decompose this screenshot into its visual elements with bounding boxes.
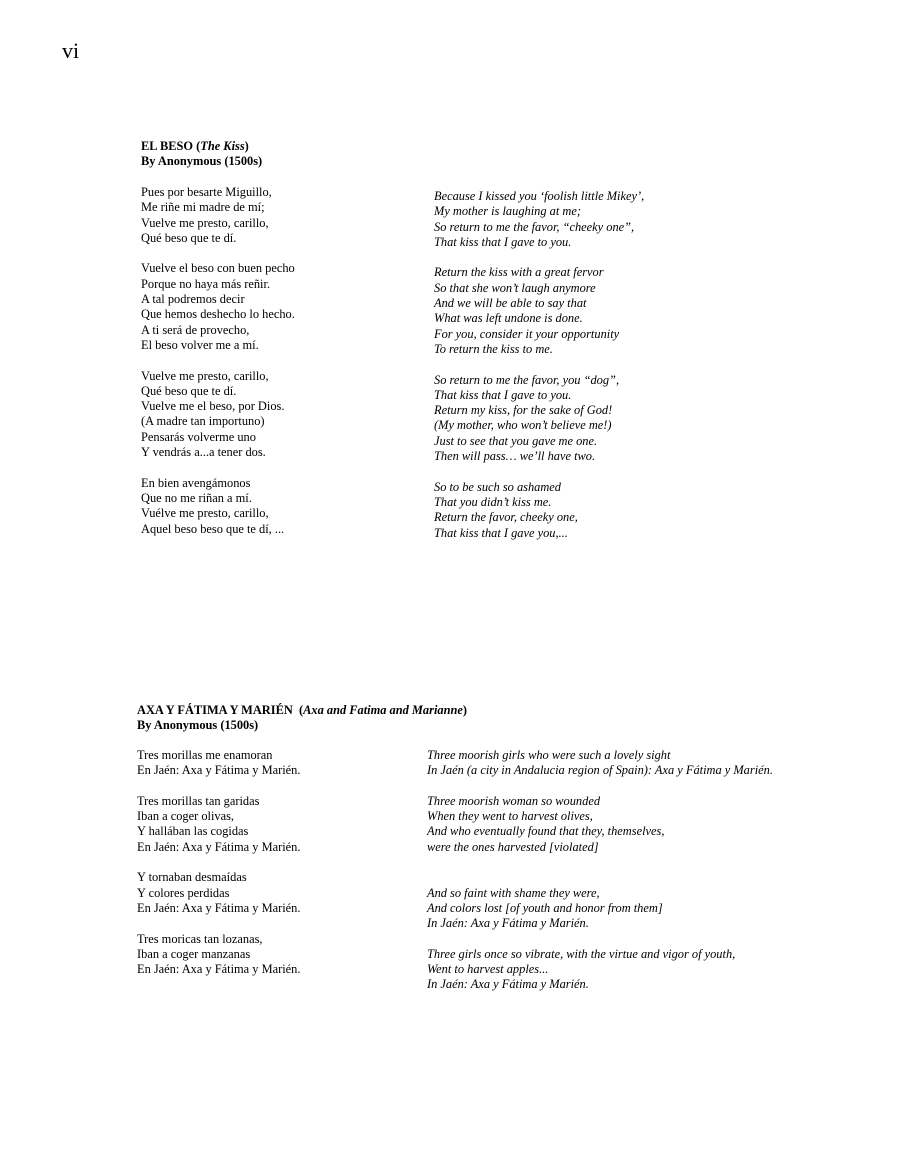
stanza	[434, 373, 644, 465]
poem-title-translation: Axa and Fatima and Marianne	[303, 703, 463, 717]
verse-line: For you, consider it your opportunity	[434, 326, 620, 341]
stanza	[141, 369, 295, 461]
verse-line: Three moorish girls who were such a lovely sight	[427, 748, 671, 762]
stanza	[141, 261, 295, 353]
verse-line: El beso volver me a mí.	[141, 337, 259, 352]
verse-line: (My mother, who won’t believe me!)	[434, 418, 612, 433]
english-column	[434, 189, 644, 556]
verse-line: Qué beso que te dí.	[141, 383, 237, 398]
verse-line: And we will be able to say that	[434, 296, 587, 311]
verse-line: Iban a coger manzanas	[137, 946, 251, 961]
verse-line: Qué beso que te dí.	[141, 230, 237, 245]
verse-line: When they went to harvest olives,	[427, 809, 593, 824]
verse-line: That kiss that I gave you,...	[434, 525, 568, 540]
verse-line: Que hemos deshecho lo hecho.	[141, 307, 295, 322]
verse-line: Return my kiss, for the sake of God!	[434, 403, 613, 418]
verse-line: (A madre tan importuno)	[141, 414, 265, 429]
verse-line: Me riñe mi madre de mí;	[141, 200, 265, 215]
poem-author: By Anonymous (1500s)	[137, 718, 259, 733]
verse-line: Went to harvest apples...	[427, 962, 549, 977]
verse-line: Vuélve me presto, carillo,	[141, 506, 269, 521]
verse-line: A ti será de provecho,	[141, 322, 250, 337]
verse-line: Tres morillas tan garidas	[137, 793, 260, 808]
poem-title-translation: The Kiss	[200, 139, 245, 153]
verse-line: In Jaén: Axa y Fátima y Marién.	[427, 977, 589, 992]
verse-line: And who eventually found that they, themselves,	[427, 824, 665, 839]
verse-line: Porque no haya más reñir.	[141, 276, 271, 291]
verse-line: Aquel beso beso que te dí, ...	[141, 521, 285, 536]
verse-line: Y tornaban desmaídas	[137, 870, 247, 885]
stanza	[427, 886, 773, 932]
stanza	[434, 265, 644, 357]
stanza	[434, 189, 644, 250]
verse-line: In Jaén (a city in Andalucia region of Spain): Axa y Fátima y Marién.	[427, 763, 773, 778]
verse-line: That you didn’t kiss me.	[434, 494, 552, 509]
spanish-column	[141, 185, 295, 552]
stanza	[434, 480, 644, 541]
stanza	[137, 932, 300, 978]
verse-line: Y colores perdidas	[137, 885, 230, 900]
verse-line: Vuelve me presto, carillo,	[141, 368, 269, 383]
verse-line: In Jaén: Axa y Fátima y Marién.	[427, 916, 589, 931]
verse-line: Pensarás volverme uno	[141, 429, 256, 444]
stanza	[427, 947, 773, 993]
poem-axa-y-fatima	[137, 703, 467, 734]
verse-line: Y hallában las cogidas	[137, 824, 249, 839]
poem-title: AXA Y FÁTIMA Y MARIÉN (Axa and Fatima and Marianne)	[137, 703, 468, 717]
verse-line: Three moorish woman so wounded	[427, 793, 601, 808]
verse-line: A tal podremos decir	[141, 292, 245, 307]
verse-line: Pues por besarte Miguillo,	[141, 185, 272, 199]
verse-line: Tres moricas tan lozanas,	[137, 931, 263, 946]
stanza	[137, 748, 300, 779]
verse-line: En Jaén: Axa y Fátima y Marién.	[137, 839, 301, 854]
stanza	[141, 185, 295, 246]
poem-author: By Anonymous (1500s)	[141, 154, 263, 169]
poem-title-spanish: EL BESO	[141, 139, 194, 153]
verse-line: Vuelve me el beso, por Dios.	[141, 399, 285, 414]
verse-line: Three girls once so vibrate, with the virtue and vigor of youth,	[427, 946, 736, 961]
english-column	[427, 748, 773, 1008]
poem-title: EL BESO (The Kiss)	[141, 139, 249, 153]
verse-line: That kiss that I gave to you.	[434, 234, 572, 249]
verse-line: Iban a coger olivas,	[137, 809, 235, 824]
verse-line: En bien avengámonos	[141, 475, 251, 490]
verse-line: Because I kissed you ‘foolish little Mikey’,	[434, 189, 645, 203]
poem-title-spanish: AXA Y FÁTIMA Y MARIÉN	[137, 703, 293, 717]
verse-line: Que no me riñan a mí.	[141, 490, 252, 505]
verse-line: So return to me the favor, “cheeky one”,	[434, 219, 635, 234]
verse-line: So to be such so ashamed	[434, 479, 561, 494]
verse-line: So that she won’t laugh anymore	[434, 280, 596, 295]
verse-line: And so faint with shame they were,	[427, 885, 600, 900]
verse-line: And colors lost [of youth and honor from them]	[427, 900, 663, 915]
verse-line: So return to me the favor, you “dog”,	[434, 372, 620, 387]
stanza	[141, 476, 295, 537]
stanza	[427, 794, 773, 870]
verse-line: Then will pass… we’ll have two.	[434, 449, 596, 464]
verse-line: My mother is laughing at me;	[434, 204, 581, 219]
verse-line: What was left undone is done.	[434, 311, 583, 326]
stanza	[137, 870, 300, 916]
verse-line: En Jaén: Axa y Fátima y Marién.	[137, 763, 301, 778]
verse-line: Return the kiss with a great fervor	[434, 265, 604, 280]
verse-line: Vuelve el beso con buen pecho	[141, 261, 295, 276]
verse-line: To return the kiss to me.	[434, 341, 553, 356]
stanza	[427, 748, 773, 779]
page-number: vi	[62, 38, 80, 63]
verse-line: That kiss that I gave to you.	[434, 387, 572, 402]
poem-el-beso	[141, 139, 262, 170]
verse-line: Just to see that you gave me one.	[434, 433, 598, 448]
verse-line: En Jaén: Axa y Fátima y Marién.	[137, 962, 301, 977]
verse-line: Y vendrás a...a tener dos.	[141, 445, 266, 460]
verse-line: were the ones harvested [violated]	[427, 839, 599, 854]
stanza-gap	[427, 855, 773, 870]
verse-line: En Jaén: Axa y Fátima y Marién.	[137, 900, 301, 915]
spanish-column	[137, 748, 300, 993]
verse-line: Return the favor, cheeky one,	[434, 510, 578, 525]
verse-line: Tres morillas me enamoran	[137, 748, 273, 762]
verse-line: Vuelve me presto, carillo,	[141, 215, 269, 230]
stanza	[137, 794, 300, 855]
